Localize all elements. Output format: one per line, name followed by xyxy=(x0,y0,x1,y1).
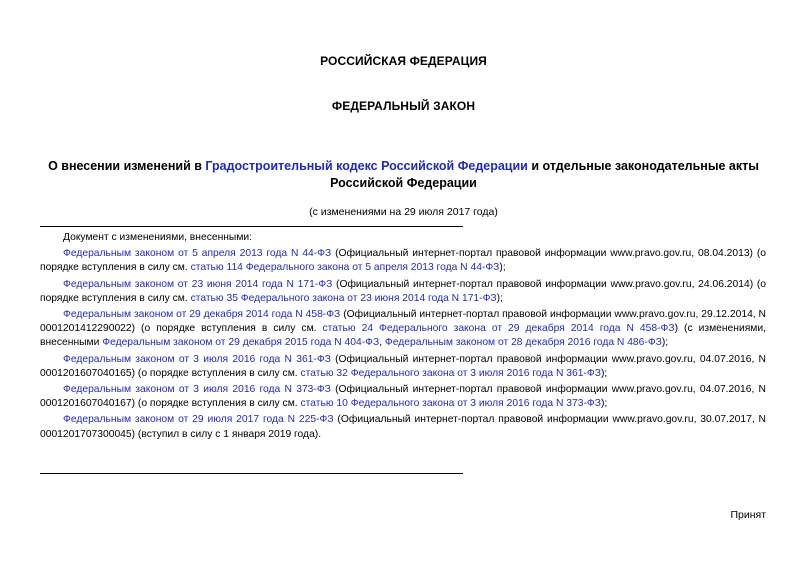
changes-intro: Документ с изменениями, внесенными: xyxy=(63,232,253,243)
change-text: ); xyxy=(600,398,608,410)
divider-top xyxy=(40,226,463,227)
amending-law-link[interactable]: Федеральным законом от 29 июля 2017 года N 225-ФЗ xyxy=(63,414,334,426)
accepted-label: Принят xyxy=(730,509,766,521)
change-item xyxy=(40,308,766,351)
article-link[interactable]: статью 10 Федерального закона от 3 июля 2016 года N 373-ФЗ xyxy=(300,398,601,410)
change-item xyxy=(40,383,766,411)
change-text: ); xyxy=(496,292,503,304)
article-link[interactable]: статью 24 Федерального закона от 29 декабря 2014 года N 458-ФЗ xyxy=(322,323,675,335)
change-item xyxy=(40,353,766,381)
divider-bottom xyxy=(40,473,463,474)
amending-law-link[interactable]: Федеральным законом от 3 июля 2016 года N 373-ФЗ xyxy=(63,384,331,396)
article-link[interactable]: статью 32 Федерального закона от 3 июля 2016 года N 361-ФЗ xyxy=(300,367,601,379)
edition-note: (с изменениями на 29 июля 2017 года) xyxy=(309,206,498,218)
change-text: , xyxy=(379,337,385,349)
change-text: (Официальный интернет-портал правовой информации www.pravo.gov.ru, 24.06.2014) (о порядке вступления в силу см. xyxy=(40,278,767,304)
amending-law-link[interactable]: Федеральным законом от 3 июля 2016 года N 361-ФЗ xyxy=(63,353,331,365)
changes-list xyxy=(40,231,766,444)
article-link[interactable]: статью 35 Федерального закона от 23 июня 2014 года N 171-ФЗ xyxy=(190,292,497,304)
amending-law-link[interactable]: Федеральным законом от 23 июня 2014 года N 171-ФЗ xyxy=(63,278,333,290)
change-text: (Официальный интернет-портал правовой информации www.pravo.gov.ru, 04.07.2016, N 0001201607040167) (о порядке вступления в силу см. xyxy=(40,384,766,410)
title-before: О внесении изменений в xyxy=(48,159,206,173)
change-text: (Официальный интернет-портал правовой информации www.pravo.gov.ru, 04.07.2016, N 0001201607040165) (о порядке вступления в силу см. xyxy=(40,353,766,379)
country-heading: РОССИЙСКАЯ ФЕДЕРАЦИЯ xyxy=(320,54,487,68)
change-text: ); xyxy=(661,337,669,349)
title-after: и отдельные законодательные акты Российской Федерации xyxy=(330,159,759,190)
amending-law-link[interactable]: Федеральным законом от 28 декабря 2016 года N 486-ФЗ xyxy=(384,337,662,349)
amending-law-link[interactable]: Федеральным законом от 29 декабря 2014 года N 458-ФЗ xyxy=(63,309,341,321)
change-text: (Официальный интернет-портал правовой информации www.pravo.gov.ru, 29.12.2014, N 0001201412290022) (о порядке вступления в силу см. xyxy=(40,309,766,335)
change-text: ) (с изменениями, внесенными xyxy=(40,323,766,349)
amending-law-link[interactable]: Федеральным законом от 29 декабря 2015 года N 404-ФЗ xyxy=(102,337,380,349)
change-item xyxy=(40,278,766,306)
change-text: ); xyxy=(600,367,608,379)
change-item xyxy=(40,413,766,441)
change-text: (Официальный интернет-портал правовой информации www.pravo.gov.ru, 08.04.2013) (о порядке вступления в силу см. xyxy=(40,248,766,274)
amending-law-link[interactable]: Федеральным законом от 5 апреля 2013 года N 44-ФЗ xyxy=(63,248,332,260)
change-text: ); xyxy=(499,262,506,274)
change-text: (Официальный интернет-портал правовой информации www.pravo.gov.ru, 30.07.2017, N 0001201707300045) (вступил в силу с 1 января 2019 года). xyxy=(40,414,766,440)
article-link[interactable]: статью 114 Федерального закона от 5 апреля 2013 года N 44-ФЗ xyxy=(190,262,500,274)
title-code-link[interactable]: Градостроительный кодекс Российской Федерации xyxy=(205,159,528,173)
doc-type-heading: ФЕДЕРАЛЬНЫЙ ЗАКОН xyxy=(331,99,476,113)
change-item xyxy=(40,247,766,275)
law-title xyxy=(30,158,777,192)
